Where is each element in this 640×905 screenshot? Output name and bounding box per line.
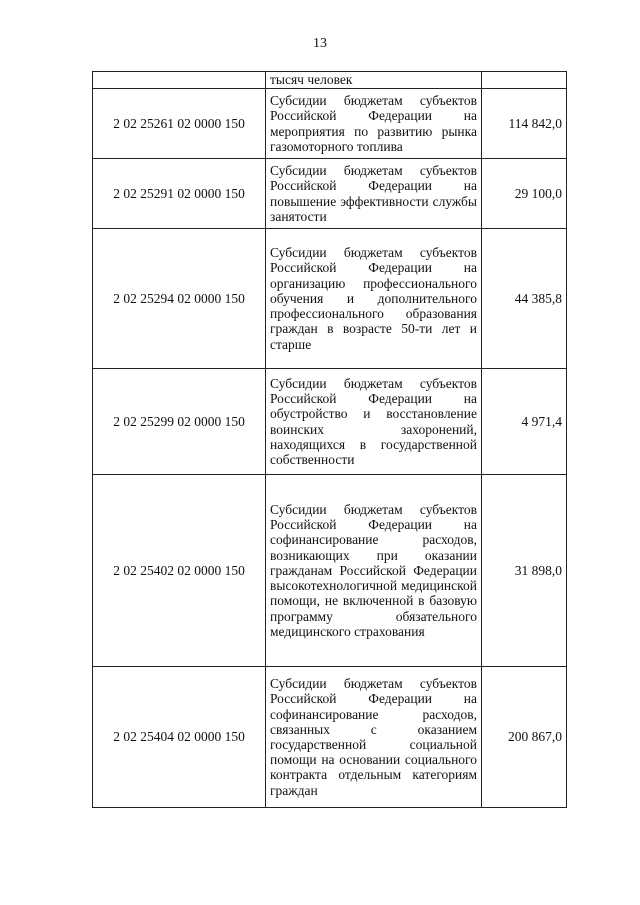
amount-cell [482,72,567,89]
amount-cell: 114 842,0 [482,89,567,159]
amount-cell: 29 100,0 [482,159,567,229]
description-cell: Субсидии бюджетам субъектов Российской Федерации на организацию профессионального обучения и дополнительного профессионального образования граждан в возрасте 50-ти лет и старше [266,229,482,369]
description-cell: Субсидии бюджетам субъектов Российской Федерации на софинансирование расходов, возникающих при оказании гражданам Российской Федерации высокотехнологичной медицинской помощи, не включенной в базовую программу обязательного медицинского страхования [266,475,482,667]
code-cell: 2 02 25261 02 0000 150 [93,89,266,159]
amount-cell: 4 971,4 [482,369,567,475]
amount-cell: 31 898,0 [482,475,567,667]
code-cell: 2 02 25299 02 0000 150 [93,369,266,475]
table-row [93,89,567,159]
code-cell [93,72,266,89]
amount-cell: 200 867,0 [482,667,567,808]
table-row [93,229,567,369]
table-row [93,159,567,229]
description-cell: Субсидии бюджетам субъектов Российской Федерации на мероприятия по развитию рынка газомоторного топлива [266,89,482,159]
code-cell: 2 02 25291 02 0000 150 [93,159,266,229]
code-cell: 2 02 25404 02 0000 150 [93,667,266,808]
code-cell: 2 02 25294 02 0000 150 [93,229,266,369]
table-row [93,369,567,475]
code-cell: 2 02 25402 02 0000 150 [93,475,266,667]
budget-revenue-table [92,71,567,808]
amount-cell: 44 385,8 [482,229,567,369]
description-cell: тысяч человек [266,72,482,89]
page-number: 13 [313,36,327,51]
table-row [93,475,567,667]
table-row-continuation [93,72,567,89]
table-row [93,667,567,808]
description-cell: Субсидии бюджетам субъектов Российской Федерации на повышение эффективности службы занятости [266,159,482,229]
description-cell: Субсидии бюджетам субъектов Российской Федерации на софинансирование расходов, связанных с оказанием государственной социальной помощи на основании социального контракта отдельным категориям граждан [266,667,482,808]
description-cell: Субсидии бюджетам субъектов Российской Федерации на обустройство и восстановление воинских захоронений, находящихся в государственной собственности [266,369,482,475]
